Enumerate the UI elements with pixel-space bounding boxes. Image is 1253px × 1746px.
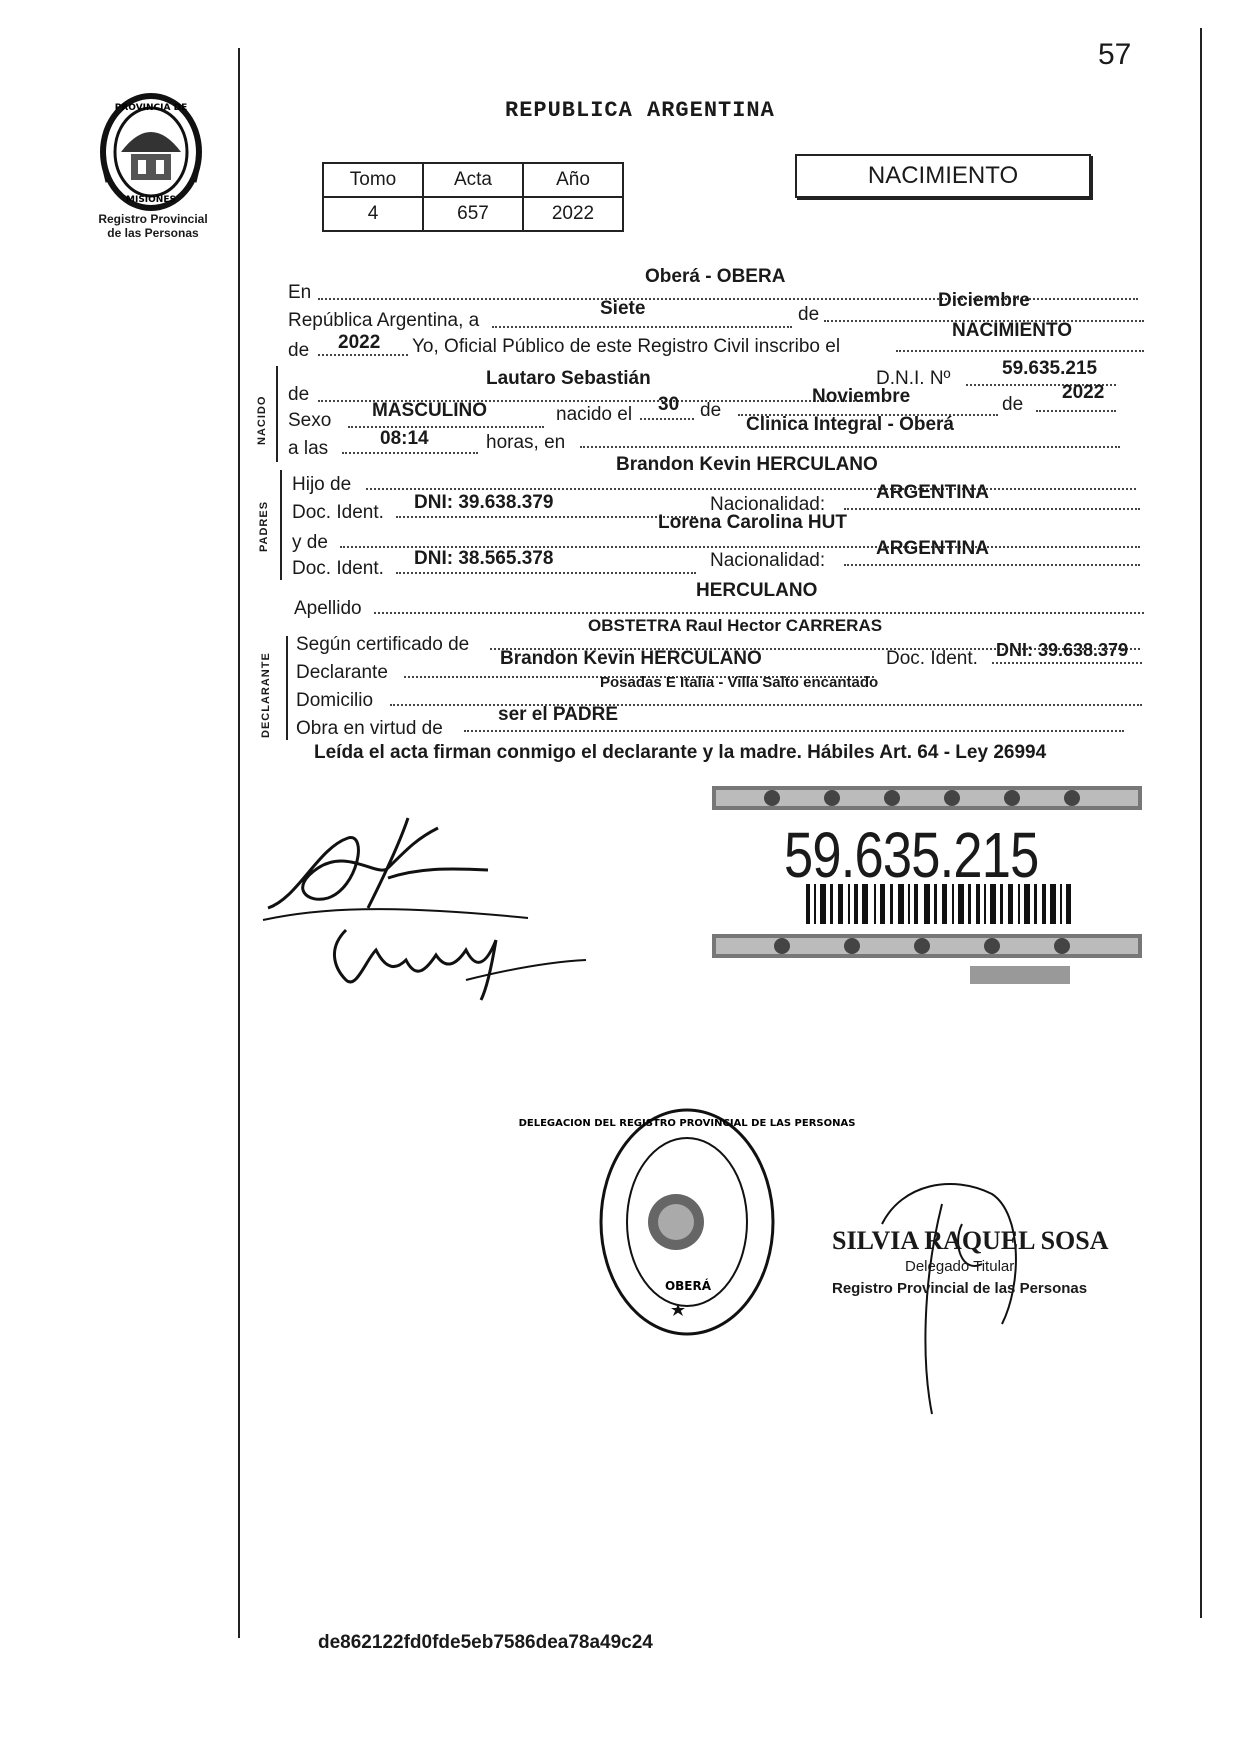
- father-doc-value: DNI: 39.638.379: [414, 492, 554, 513]
- header-acta: Acta: [423, 163, 523, 197]
- birth-year-value: 2022: [1062, 382, 1105, 403]
- tomo-value: 4: [323, 197, 423, 231]
- child-name-value: Lautaro Sebastián: [486, 368, 651, 389]
- svg-text:DELEGACION DEL REGISTRO PROVIN: DELEGACION DEL REGISTRO PROVINCIAL DE LAS PERSONAS: [518, 1118, 856, 1129]
- registry-caption: Registro Provincial de las Personas: [98, 212, 208, 240]
- dotted-line: [464, 730, 1124, 732]
- mother-doc-value: DNI: 38.565.378: [414, 548, 554, 569]
- birth-place-value: Clinica Integral - Oberá: [746, 414, 954, 435]
- dotted-line: [318, 354, 408, 356]
- dotted-line: [342, 452, 478, 454]
- sexo-value: MASCULINO: [372, 400, 488, 421]
- declarante-doc-value: DNI: 39.638.379: [996, 640, 1129, 660]
- label-obra: Obra en virtud de: [296, 718, 443, 739]
- label-de2: de: [288, 340, 310, 361]
- label-yde: y de: [292, 532, 328, 553]
- label-nacionalidad2: Nacionalidad:: [710, 550, 826, 571]
- label-docident1: Doc. Ident.: [292, 502, 384, 523]
- mother-name-value: Lorena Carolina HUT: [658, 512, 847, 533]
- document-hash: de862122fd0fde5eb7586dea78a49c24: [318, 1632, 653, 1653]
- label-certificado: Según certificado de: [296, 634, 470, 655]
- label-hijo: Hijo de: [292, 474, 352, 495]
- hour-value: 08:14: [380, 428, 429, 449]
- reference-table: [322, 162, 624, 232]
- place-value: Oberá - OBERA: [645, 266, 786, 287]
- label-de3: de: [288, 384, 310, 405]
- side-label-nacido: NACIDO: [256, 395, 268, 445]
- section-bracket: [280, 470, 286, 580]
- label-dni: D.N.I. Nº: [876, 368, 951, 389]
- official-role: Delegado Titular: [905, 1258, 1015, 1275]
- barcode-number: 59.635.215: [784, 819, 1039, 891]
- dotted-line: [896, 350, 1144, 352]
- acta-value: 657: [423, 197, 523, 231]
- label-de5: de: [1002, 394, 1024, 415]
- provincia-de-misiones-emblem-icon: [96, 92, 206, 212]
- dotted-line: [844, 508, 1140, 510]
- dotted-line: [580, 446, 1120, 448]
- closing-text: Leída el acta firman conmigo el declarante y la madre. Hábiles Art. 64 - Ley 26994: [314, 742, 1047, 763]
- mother-signature-icon: [316, 910, 596, 1010]
- label-docident3: Doc. Ident.: [886, 648, 978, 669]
- side-label-declarante: DECLARANTE: [260, 652, 272, 738]
- father-name-value: Brandon Kevin HERCULANO: [616, 454, 878, 475]
- dotted-line: [640, 418, 694, 420]
- svg-text:OBERÁ: OBERÁ: [664, 1279, 712, 1293]
- declarante-value: Brandon Kevin HERCULANO: [500, 648, 762, 669]
- label-alas: a las: [288, 438, 329, 459]
- left-margin-line: [238, 48, 240, 1638]
- dotted-line: [492, 326, 792, 328]
- label-de4: de: [700, 400, 722, 421]
- right-margin-line: [1200, 28, 1202, 1618]
- label-de: de: [798, 304, 820, 325]
- day-value: Siete: [600, 298, 646, 319]
- birth-month-value: Noviembre: [812, 386, 911, 407]
- header-tomo: Tomo: [323, 163, 423, 197]
- svg-text:MISIONES: MISIONES: [126, 195, 176, 205]
- dotted-line: [396, 572, 696, 574]
- oficial-text: Yo, Oficial Público de este Registro Civil inscribo el: [412, 336, 841, 357]
- ano-value: 2022: [523, 197, 623, 231]
- header-ano: Año: [523, 163, 623, 197]
- obra-value: ser el PADRE: [498, 704, 619, 725]
- dotted-line: [396, 516, 696, 518]
- oficial-seal-icon: [518, 1104, 856, 1340]
- dotted-line: [844, 564, 1140, 566]
- document-type-box: NACIMIENTO: [795, 154, 1091, 198]
- dotted-line: [374, 612, 1144, 614]
- label-docident2: Doc. Ident.: [292, 558, 384, 579]
- dotted-line: [1036, 410, 1116, 412]
- dotted-line: [348, 426, 544, 428]
- label-apellido: Apellido: [294, 598, 362, 619]
- label-nacionalidad1: Nacionalidad:: [710, 494, 826, 515]
- page-number: 57: [1098, 38, 1132, 71]
- dni-value: 59.635.215: [1002, 358, 1098, 379]
- official-office: Registro Provincial de las Personas: [832, 1280, 1088, 1297]
- domicilio-value: Posadas E Italia - Villa Salto encantado: [600, 674, 879, 691]
- side-label-padres: PADRES: [258, 500, 270, 552]
- father-nationality-value: ARGENTINA: [876, 482, 989, 503]
- dotted-line: [992, 662, 1142, 664]
- label-republica: República Argentina, a: [288, 310, 480, 331]
- label-sexo: Sexo: [288, 410, 332, 431]
- month-value: Diciembre: [938, 290, 1030, 311]
- section-bracket: [276, 366, 282, 462]
- label-en: En: [288, 282, 312, 303]
- birth-day-value: 30: [658, 394, 680, 415]
- official-name: SILVIA RAQUEL SOSA: [832, 1226, 1109, 1255]
- dotted-line: [366, 488, 1136, 490]
- certificado-value: OBSTETRA Raul Hector CARRERAS: [588, 616, 883, 635]
- country-title: REPUBLICA ARGENTINA: [505, 98, 775, 123]
- section-bracket: [286, 636, 292, 740]
- inscribo-value: NACIMIENTO: [952, 320, 1072, 341]
- label-nacido: nacido el: [556, 404, 633, 425]
- label-declarante: Declarante: [296, 662, 388, 683]
- label-domicilio: Domicilio: [296, 690, 374, 711]
- label-horas: horas, en: [486, 432, 566, 453]
- apellido-value: HERCULANO: [696, 580, 818, 601]
- svg-text:PROVINCIA DE: PROVINCIA DE: [114, 103, 188, 113]
- year-value: 2022: [338, 332, 381, 353]
- mother-nationality-value: ARGENTINA: [876, 538, 989, 559]
